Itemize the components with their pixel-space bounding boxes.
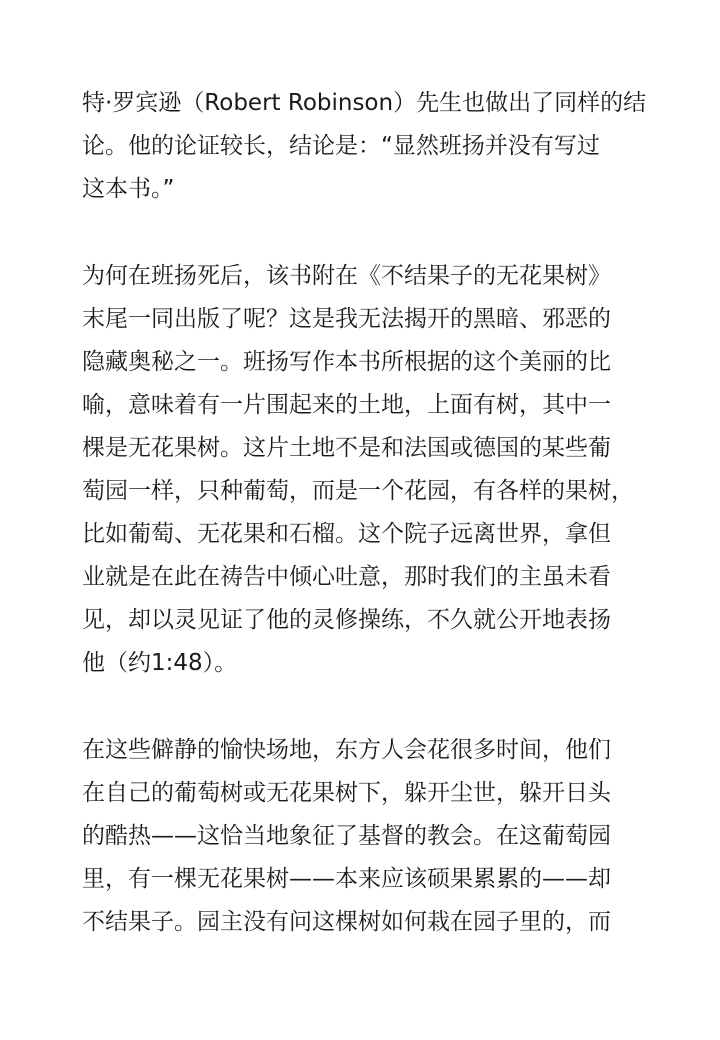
text-line: 特·罗宾逊（Robert Robinson）先生也做出了同样的结: [82, 90, 647, 116]
text-line: 的酷热——这恰当地象征了基督的教会。在这葡萄园: [82, 823, 611, 849]
text-line: 隐藏奥秘之一。班扬写作本书所根据的这个美丽的比: [82, 349, 611, 375]
text-line: 棵是无花果树。这片土地不是和法国或德国的某些葡: [82, 435, 611, 461]
text-line: 业就是在此在祷告中倾心吐意，那时我们的主虽未看: [82, 564, 611, 590]
text-line: 末尾一同出版了呢？这是我无法揭开的黑暗、邪恶的: [82, 306, 611, 332]
text-line: 不结果子。园主没有问这棵树如何栽在园子里的，而: [82, 909, 611, 935]
text-line: 里，有一棵无花果树——本来应该硕果累累的——却: [82, 866, 611, 892]
paragraph-1: [82, 82, 662, 211]
text-line: 见，却以灵见证了他的灵修操练，不久就公开地表扬: [82, 607, 611, 633]
paragraph-2: [82, 255, 662, 685]
text-line: 论。他的论证较长，结论是：“显然班扬并没有写过: [82, 133, 600, 159]
text-line: 在自己的葡萄树或无花果树下，躲开尘世，躲开日头: [82, 780, 611, 806]
text-line: 比如葡萄、无花果和石榴。这个院子远离世界，拿但: [82, 521, 611, 547]
text-line: 萄园一样，只种葡萄，而是一个花园，有各样的果树，: [82, 478, 634, 504]
text-line: 为何在班扬死后，该书附在《不结果子的无花果树》: [82, 263, 611, 289]
text-line: 喻，意味着有一片围起来的土地，上面有树，其中一: [82, 392, 611, 418]
paragraph-3: [82, 729, 662, 944]
text-line: 他（约1:48）。: [82, 650, 238, 676]
text-line: 这本书。”: [82, 176, 175, 202]
text-line: 在这些僻静的愉快场地，东方人会花很多时间，他们: [82, 737, 611, 763]
